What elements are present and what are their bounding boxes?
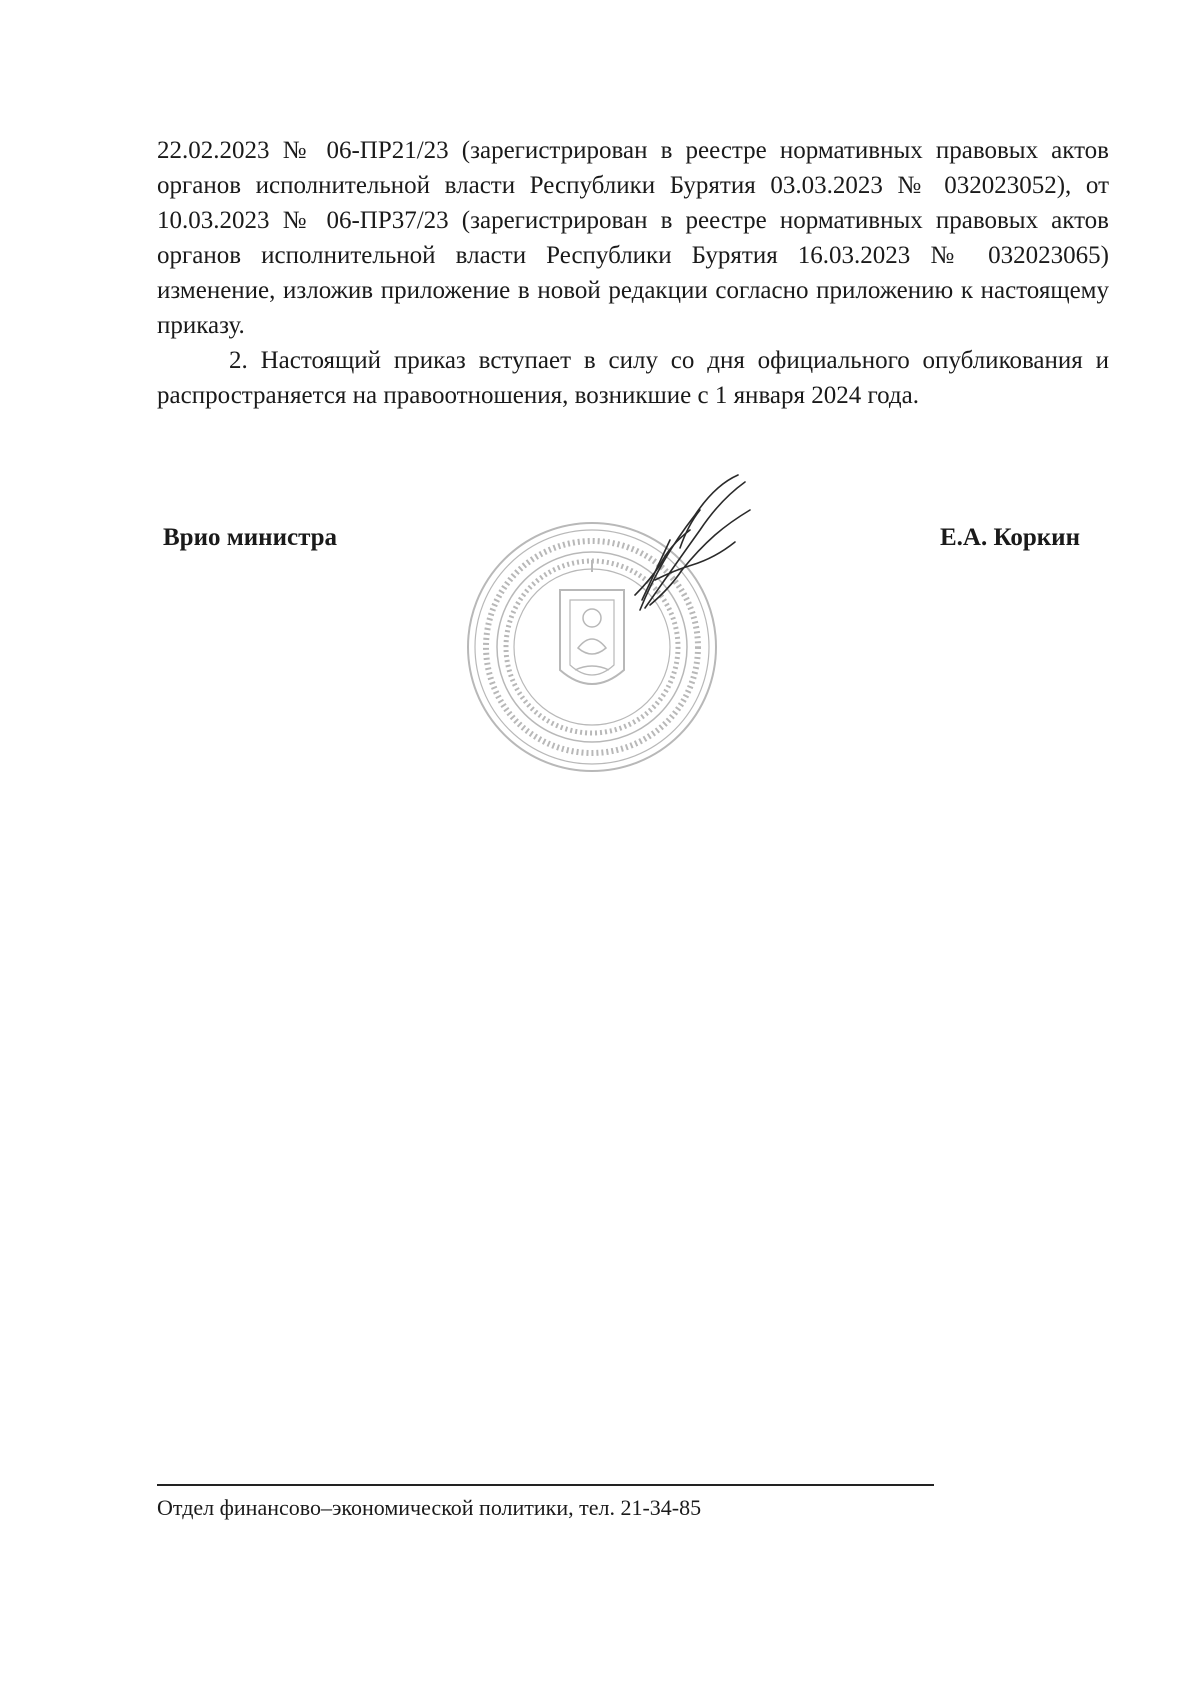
document-body [157, 133, 1109, 413]
signatory-name: Е.А. Коркин [940, 524, 1080, 551]
footer-contact: Отдел финансово–экономической политики, тел. 21-34-85 [157, 1495, 702, 1520]
signature-block [0, 524, 1200, 564]
footer-divider [157, 1484, 934, 1486]
body-paragraph-1: 22.02.2023 № 06-ПР21/23 (зарегистрирован в реестре нормативных правовых актов органов исполнительной власти Республики Бурятия 03.03.2023 № 032023052), от 10.03.2023 № 06-ПР37/23 (зарегистрирован в реестре нормативных правовых актов органов исполнительной власти Республики Бурятия 16.03.2023 № 032023065) изменение, изложив приложение в новой редакции согласно приложению к настоящему приказу. [157, 137, 1109, 339]
body-paragraph-2: 2. Настоящий приказ вступает в силу со дня официального опубликования и распространяется на правоотношения, возникшие с 1 января 2024 года. [157, 347, 1109, 409]
signatory-position: Врио министра [163, 524, 338, 551]
